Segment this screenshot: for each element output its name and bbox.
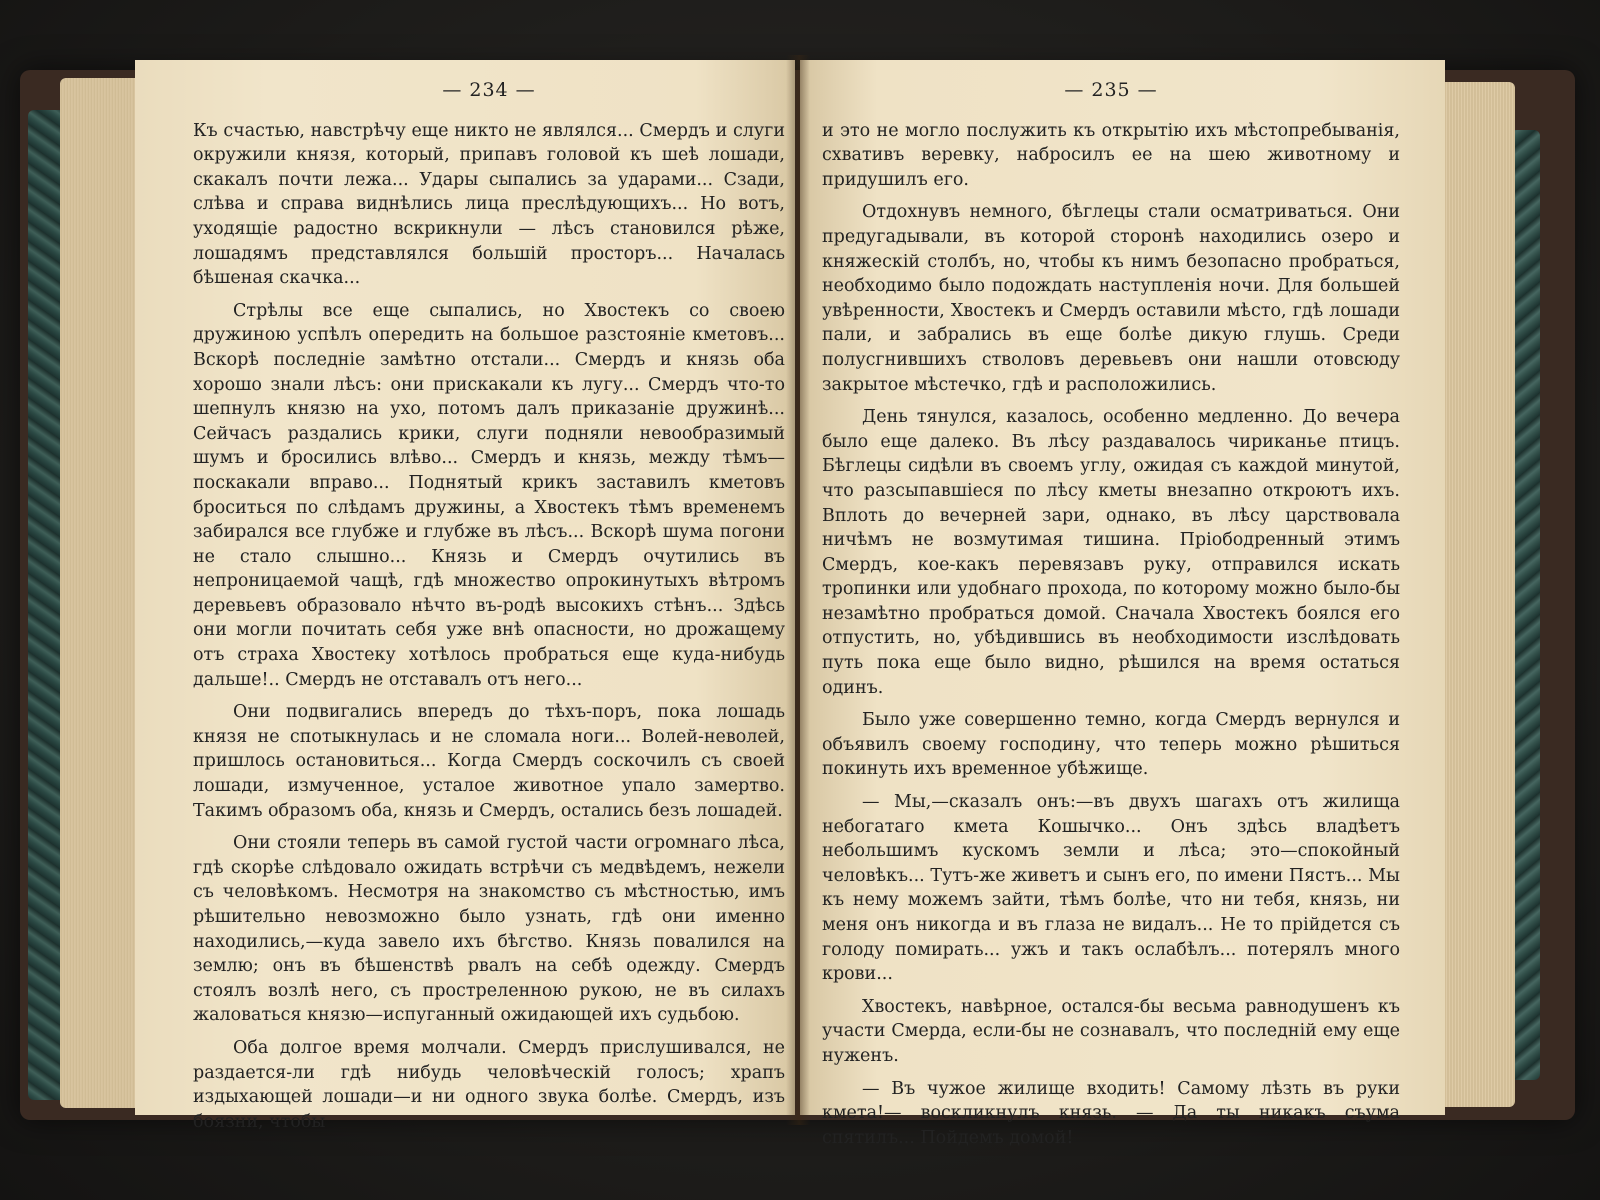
page-number-left: — 234 — [442,79,536,101]
book-gutter [786,55,810,1125]
right-page [800,60,1445,1148]
page-edges-left [60,78,140,1108]
right-paragraph-2: Отдохнувъ немного, бѣглецы стали осматриваться. Они предугадывали, въ которой сторонѣ находились озеро и княжескій столбъ, но, чтобы къ нимъ безопасно пробраться, необходимо было подождать наступленія ночи. Для большей увѣренности, Хвостекъ и Смердъ оставили мѣсто, гдѣ лошади пали, и забрались въ еще болѣе дикую глушь. Среди полусгнившихъ стволовъ деревьевъ они нашли отовсюду закрытое мѣстечко, гдѣ и расположились. [822,202,1400,395]
right-paragraph-5: — Мы,—сказалъ онъ:—въ двухъ шагахъ отъ жилища небогатаго кмета Кошычко... Онъ здѣсь владѣетъ небольшимъ кускомъ земли и лѣса; это—спокойный человѣкъ... Тутъ-же живетъ и сынъ его, по имени Пястъ... Мы къ нему можемъ зайти, тѣмъ болѣе, что ни тебя, князь, ни меня онъ никогда и въ глаза не видалъ... Не то прійдется съ голоду помирать... ужъ и такъ ослабѣлъ... потерялъ много крови... [822,792,1400,985]
left-paragraph-2: Стрѣлы все еще сыпались, но Хвостекъ со своею дружиною успѣлъ опередить на большое разстояніе кметовъ... Вскорѣ последніе замѣтно отстали... Смердъ и князь оба хорошо знали лѣсъ: они прискакали къ лугу... Смердъ что-то шепнулъ князю на ухо, потомъ далъ приказаніе дружинѣ... Сейчасъ раздались крики, слуги подняли невообразимый шумъ и бросились влѣво... Смердъ и князь, между тѣмъ—поскакали вправо... Поднятый крикъ заставилъ кметовъ броситься по слѣдамъ дружины, а Хвостекъ тѣмъ временемъ забирался все глубже и глубже въ лѣсъ... Вскорѣ шума погони не стало слышно... Князь и Смердъ очутились въ непроницаемой чащѣ, гдѣ множество опрокинутыхъ вѣтромъ деревьевъ образовало нѣчто въ-родѣ высокихъ стѣнъ... Здѣсь они могли почитать себя уже внѣ опасности, но дрожащему отъ страха Хвостеку хотѣлось пробраться еще куда-нибудь дальше!.. Смердъ не отставалъ отъ него... [193,300,785,690]
left-paragraph-3: Они подвигались впередъ до тѣхъ-поръ, пока лошадь князя не спотыкнулась и не сломала ноги... Волей-неволей, пришлось остановиться... Когда Смердъ соскочилъ съ своей лошади, измученное, усталое животное упало замертво. Такимъ образомъ оба, князь и Смердъ, остались безъ лошадей. [193,702,785,821]
right-paragraph-4: Было уже совершенно темно, когда Смердъ вернулся и объявилъ своему господину, что теперь можно рѣшиться покинуть ихъ временное убѣжище. [822,710,1400,780]
left-paragraph-4: Они стояли теперь въ самой густой части огромнаго лѣса, гдѣ скорѣе слѣдовало ожидать встрѣчи съ медвѣдемъ, нежели съ человѣкомъ. Несмотря на знакомство съ мѣстностью, имъ рѣшительно невозможно было узнать, гдѣ они именно находились,—куда завело ихъ бѣгство. Князь повалился на землю; онъ въ бѣшенствѣ рвалъ на себѣ одежду. Смердъ стоялъ возлѣ него, съ простреленною рукою, не въ силахъ жаловаться князю—испуганный ожидающей ихъ судьбою. [193,833,785,1026]
right-paragraph-6: Хвостекъ, навѣрное, остался-бы весьма равнодушенъ къ участи Смерда, если-бы не сознавалъ, что последній ему еще нуженъ. [822,996,1400,1066]
page-number-right: — 235 — [1064,79,1158,101]
right-paragraph-1: и это не могло послужить къ открытію ихъ мѣстопребыванія, схвативъ веревку, набросилъ ее на шею животному и придушилъ его. [822,120,1400,190]
page-edges-right [1440,82,1515,1107]
left-paragraph-5: Оба долгое время молчали. Смердъ прислушивался, не раздается-ли гдѣ нибудь человѣческій голосъ; храпъ издыхающей лошади—и ни одного звука болѣе. Смердъ, изъ боязни, чтобы [193,1037,785,1132]
right-paragraph-7: — Въ чужое жилище входить! Самому лѣзть въ руки кмета!— воскликнулъ князь. — Да ты никакъ съума спятилъ... Пойдемъ домой! [822,1078,1400,1148]
left-paragraph-1: Къ счастью, навстрѣчу еще никто не являлся... Смердъ и слуги окружили князя, который, припавъ головой къ шеѣ лошади, скакалъ почти лежа... Удары сыпались за ударами... Сзади, слѣва и справа виднѣлись лица преслѣдующихъ... Но вотъ, уходящіе радостно вскрикнули — лѣсъ становился рѣже, лошадямъ представлялся большій просторъ... Началась бѣшеная скачка... [193,120,785,289]
right-paragraph-3: День тянулся, казалось, особенно медленно. До вечера было еще далеко. Въ лѣсу раздавалось чириканье птицъ. Бѣглецы сидѣли въ своемъ углу, ожидая съ каждой минутой, что разсыпавшіеся по лѣсу кметы внезапно откроютъ ихъ. Вплоть до вечерней зари, однако, въ лѣсу царствовала ничѣмъ не возмутимая тишина. Пріободренный этимъ Смердъ, кое-какъ перевязавъ руку, отправился искать тропинки или удобнаго прохода, по которому можно было-бы незамѣтно пробраться домой. Сначала Хвостекъ боялся его отпустить, но, убѣдившись въ необходимости изслѣдовать путь пока еще было видно, рѣшился на время остаться одинъ. [822,407,1400,698]
left-page [135,60,795,1132]
